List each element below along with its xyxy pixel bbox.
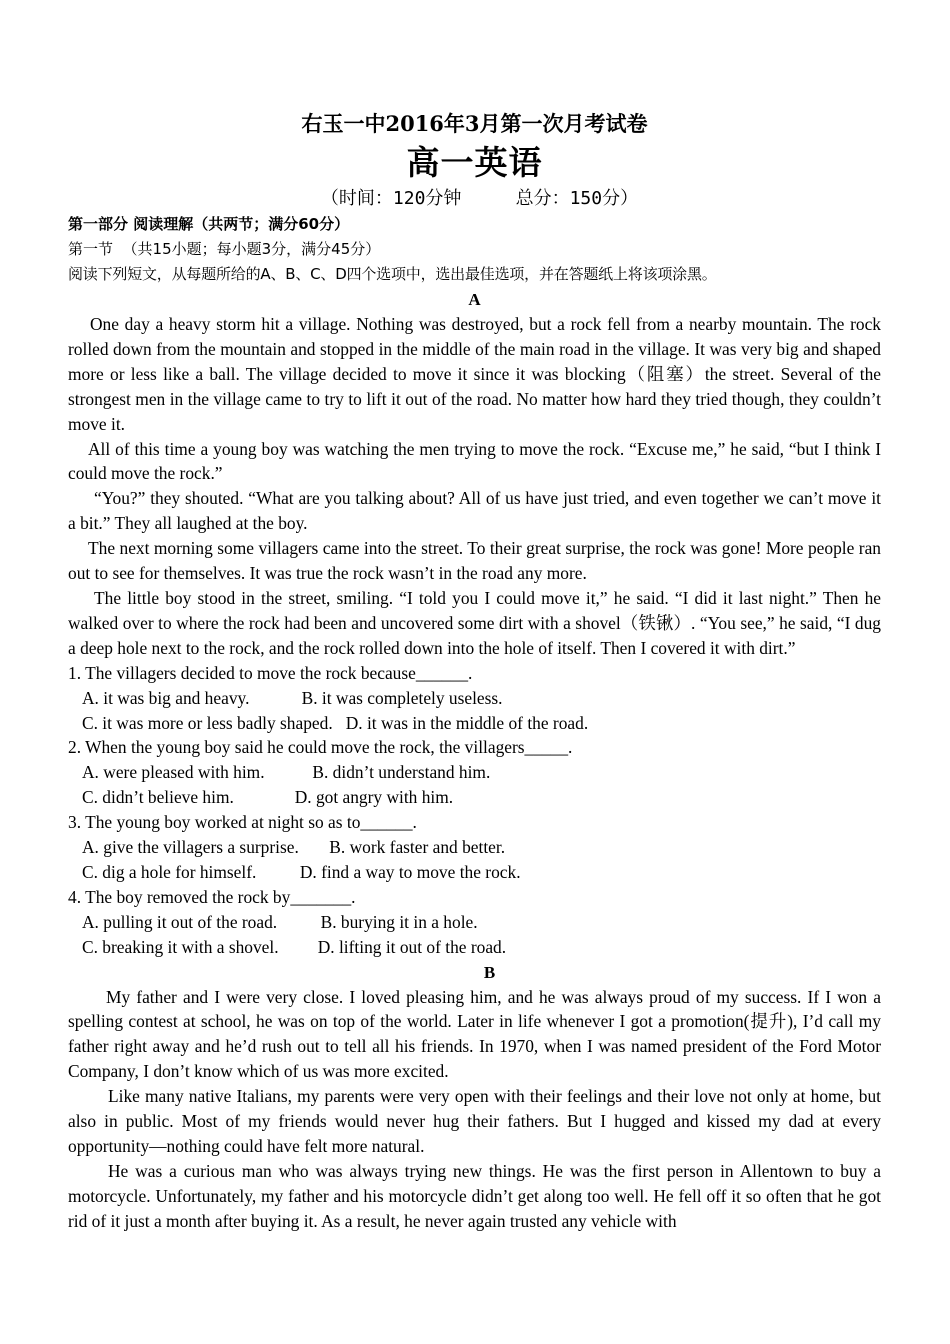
- exam-title: 右玉一中2016年3月第一次月考试卷: [301, 111, 648, 136]
- question-options-row: A. it was big and heavy. B. it was completely useless.: [82, 687, 503, 708]
- part-heading: 第一部分 阅读理解（共两节；满分60分）: [68, 215, 350, 233]
- passage-a-letter: A: [468, 290, 481, 309]
- question-stem: 1. The villagers decided to move the rock because______.: [68, 662, 473, 683]
- passage-a-paragraph-1: One day a heavy storm hit a village. Nothing was destroyed, but a rock fell from a nearby mountain. The rock rolled down from the mountain and stopped in the middle of the main road in the village. It was very big and shaped more or less like a ball. The village decided to move it since it was blocking（阻塞）the street. Several of the strongest men in the village came to try to lift it out of the road. No matter how hard they tried though, they couldn’t move it.: [68, 314, 881, 434]
- section-heading: 第一节 （共15小题；每小题3分，满分45分）: [68, 240, 381, 258]
- subject-title: 高一英语: [406, 143, 543, 182]
- question-options-row: A. were pleased with him. B. didn’t understand him.: [82, 762, 491, 783]
- passage-b-letter: B: [483, 962, 496, 982]
- passage-a-paragraph-5: The little boy stood in the street, smiling. “I told you I could move it,” he said. “I did it last night.” Then he walked over to where the rock had been and uncovered some dirt with a shovel（铁锹）. “You see,” he said, “I dug a deep hole next to the rock, and the rock rolled down into the hole of itself. Then I covered it with dirt.”: [68, 587, 881, 658]
- question-1: [68, 661, 881, 736]
- question-stem: 3. The young boy worked at night so as to______.: [68, 812, 417, 833]
- question-stem: 4. The boy removed the rock by_______.: [68, 886, 356, 907]
- passage-a-paragraph-3: “You?” they shouted. “What are you talking about? All of us have just tried, and even together we can’t move it a bit.” They all laughed at the boy.: [68, 488, 881, 534]
- question-3: [68, 810, 881, 885]
- question-options-row: A. pulling it out of the road. B. burying it in a hole.: [82, 911, 478, 932]
- question-options-row: C. breaking it with a shovel. D. lifting it out of the road.: [82, 936, 507, 957]
- passage-a-paragraph-4: The next morning some villagers came into the street. To their great surprise, the rock was gone! More people ran out to see for themselves. It was true the rock wasn’t in the road any more.: [68, 538, 881, 584]
- question-2: [68, 735, 881, 810]
- time-and-score: （时间：120分钟 总分：150分）: [320, 188, 639, 209]
- question-4: [68, 885, 881, 960]
- question-stem: 2. When the young boy said he could move the rock, the villagers_____.: [68, 737, 573, 758]
- question-options-row: C. didn’t believe him. D. got angry with him.: [82, 787, 454, 808]
- passage-b-paragraph-2: Like many native Italians, my parents were very open with their feelings and their love not only at home, but also in public. Most of my friends would never hug their fathers. But I hugged and kissed my dad at every opportunity—nothing could have felt more natural.: [68, 1086, 881, 1156]
- question-options-row: C. it was more or less badly shaped. D. it was in the middle of the road.: [82, 712, 589, 733]
- passage-b-paragraph-3: He was a curious man who was always trying new things. He was the first person in Allentown to buy a motorcycle. Unfortunately, my father and his motorcycle didn’t get along too well. He fell off it so often that he got rid of it just a month after buying it. As a result, he never again trusted any vehicle with: [68, 1160, 881, 1231]
- passage-b-paragraph-1: My father and I were very close. I loved pleasing him, and he was always proud of my success. If I won a spelling contest at school, he was on top of the world. Later in life whenever I got a promotion(提升), I’d call my father right away and he’d rush out to tell all his friends. In 1970, when I was named president of the Ford Motor Company, I don’t know which of us was more excited.: [68, 986, 881, 1082]
- passage-a-paragraph-2: All of this time a young boy was watching the men trying to move the rock. “Excuse me,” he said, “but I think I could move the rock.”: [68, 438, 881, 484]
- exam-page: [68, 108, 881, 1234]
- directions: 阅读下列短文，从每题所给的A、B、C、D四个选项中，选出最佳选项，并在答题纸上将该项涂黑。: [68, 265, 717, 283]
- question-options-row: C. dig a hole for himself. D. find a way to move the rock.: [82, 861, 521, 882]
- question-options-row: A. give the villagers a surprise. B. work faster and better.: [82, 837, 506, 858]
